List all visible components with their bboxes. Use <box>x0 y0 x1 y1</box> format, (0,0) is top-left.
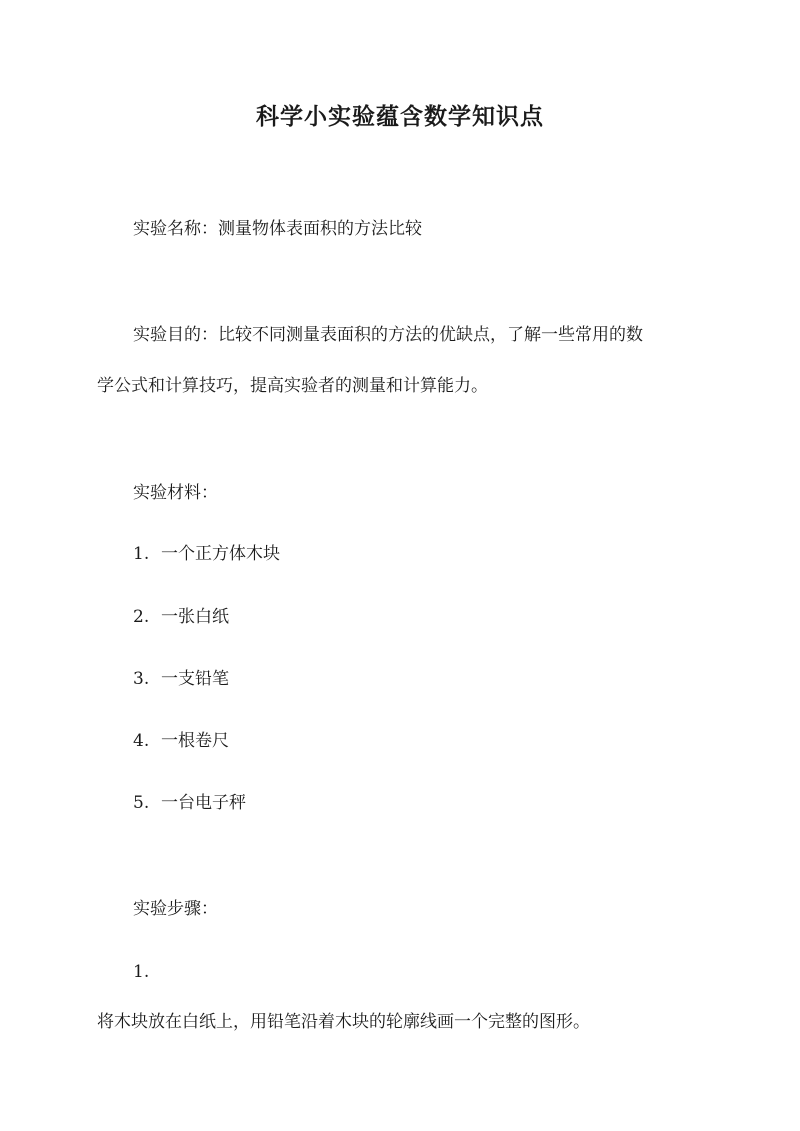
purpose-line-1: 实验目的：比较不同测量表面积的方法的优缺点，了解一些常用的数 <box>133 325 643 345</box>
list-item-text: 一根卷尺 <box>161 731 229 751</box>
list-item <box>133 542 280 566</box>
list-item-text: 一张白纸 <box>161 607 229 627</box>
list-item-number: 2. <box>133 607 150 627</box>
list-item-number: 1. <box>133 544 150 564</box>
list-item-number: 5. <box>133 793 150 813</box>
list-item-number: 4. <box>133 731 150 751</box>
experiment-name: 实验名称：测量物体表面积的方法比较 <box>133 219 422 239</box>
list-item <box>133 667 229 691</box>
list-item <box>133 605 229 629</box>
materials-heading: 实验材料： <box>133 483 218 503</box>
list-item <box>133 729 229 753</box>
purpose-line-2: 学公式和计算技巧，提高实验者的测量和计算能力。 <box>97 376 488 396</box>
page-title: 科学小实验蕴含数学知识点 <box>256 103 544 130</box>
list-item-number: 3. <box>133 669 150 689</box>
step-1-number: 1. <box>133 962 150 982</box>
list-item <box>133 791 246 815</box>
step-1-text: 将木块放在白纸上，用铅笔沿着木块的轮廓线画一个完整的图形。 <box>97 1012 590 1032</box>
list-item-text: 一支铅笔 <box>161 669 229 689</box>
steps-heading: 实验步骤： <box>133 899 218 919</box>
list-item-text: 一个正方体木块 <box>161 544 280 564</box>
list-item-text: 一台电子秤 <box>161 793 246 813</box>
